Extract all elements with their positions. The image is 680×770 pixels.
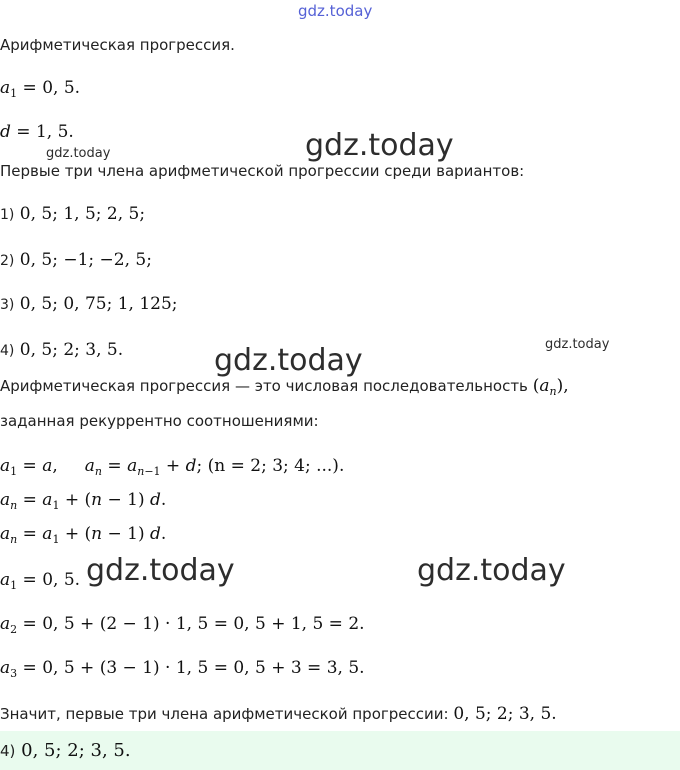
general-formula: $a_n = a_1 + (n - 1)$ d. <box>0 524 167 546</box>
given-d: d = 1, 5. <box>0 122 74 142</box>
option-2: 2) 0, 5; −1; −2, 5; <box>0 250 152 270</box>
watermark: gdz.today <box>86 553 235 588</box>
general-formula: $a_n = a_1 + (n - 1)$ d. <box>0 490 167 512</box>
watermark: gdz.today <box>46 146 111 161</box>
option-3: 3) 0, 5; 0, 75; 1, 125; <box>0 294 178 314</box>
watermark-top: gdz.today <box>298 2 373 20</box>
step-a3: $a_3 = 0$, 5 + (3 − 1) · 1, 5 = 0, 5 + 3 = 3, 5. <box>0 658 365 680</box>
answer: 4) 0, 5; 2; 3, 5. <box>0 740 131 761</box>
conclusion: Значит, первые три члена арифметической прогрессии: 0, 5; 2; 3, 5. <box>0 704 557 724</box>
question-text: Первые три члена арифметической прогрессии среди вариантов: <box>0 162 525 180</box>
option-4: 4) 0, 5; 2; 3, 5. <box>0 340 124 360</box>
step-a2: $a_2 = 0$, 5 + (2 − 1) · 1, 5 = 0, 5 + 1, 5 = 2. <box>0 614 365 636</box>
step-a1: $a_1 = 0$, 5. <box>0 570 81 592</box>
definition-line-1: Арифметическая прогрессия — это числовая последовательность $(a_n)$, <box>0 376 569 398</box>
watermark: gdz.today <box>305 128 454 163</box>
given-a1: $a_1 = 0$, 5. <box>0 78 81 100</box>
watermark: gdz.today <box>545 337 610 352</box>
option-1: 1) 0, 5; 1, 5; 2, 5; <box>0 204 146 224</box>
watermark: gdz.today <box>417 553 566 588</box>
recurrence-formula: $a_1 = a$, $a_n = a_{n-1} + d$; (n = 2; 3; 4; ...). <box>0 456 345 478</box>
section-heading: Арифметическая прогрессия. <box>0 36 235 54</box>
definition-line-2: заданная рекуррентно соотношениями: <box>0 412 319 430</box>
watermark: gdz.today <box>214 343 363 378</box>
